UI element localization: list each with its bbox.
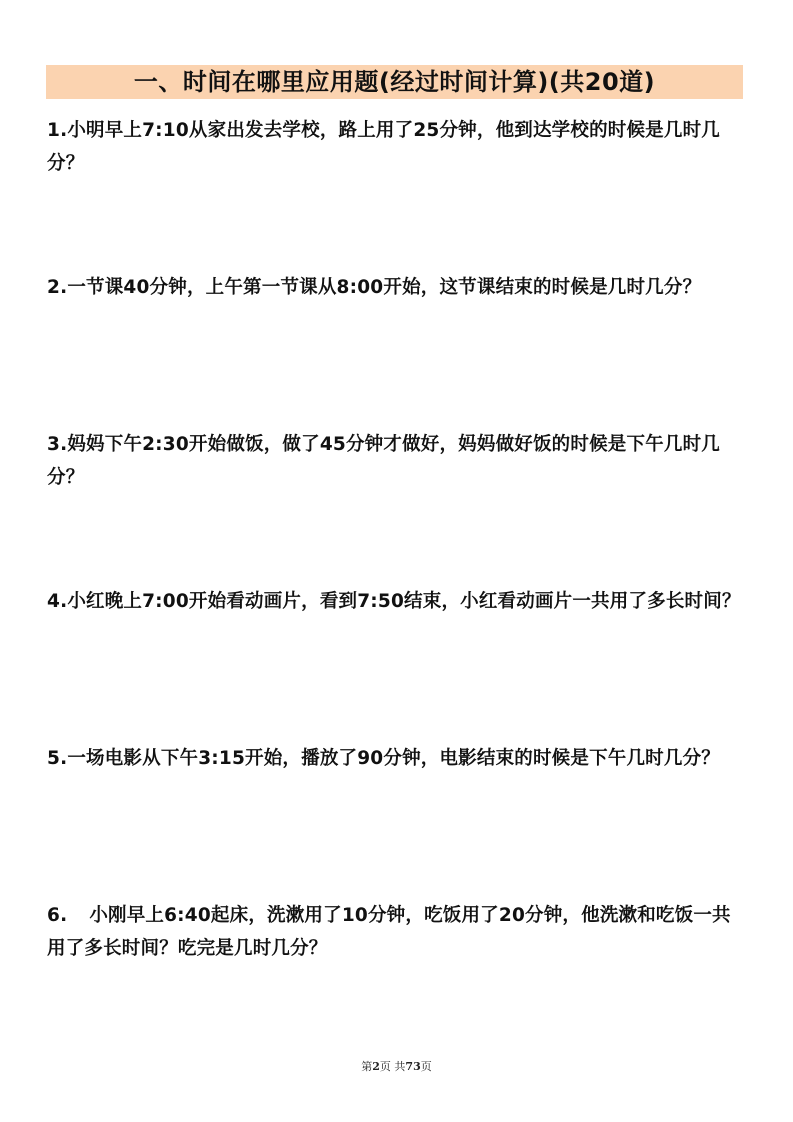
question-item [47,742,747,775]
question-text: 妈妈下午2:30开始做饭，做了45分钟才做好，妈妈做好饭的时候是下午几时几分？ [47,434,720,488]
question-item [47,271,747,304]
section-title: 一、时间在哪里应用题(经过时间计算)(共20道) [133,68,656,96]
page-footer [0,1058,793,1074]
question-item [47,428,747,494]
footer-total-pages: 73 [405,1060,421,1073]
question-text: 小刚早上6:40起床，洗漱用了10分钟，吃饭用了20分钟，他洗漱和吃饭一共用了多长时间？吃完是几时几分？ [47,905,731,959]
question-text: 一节课40分钟，上午第一节课从8:00开始，这节课结束的时候是几时几分？ [67,277,702,298]
question-text: 小明早上7:10从家出发去学校，路上用了25分钟，他到达学校的时候是几时几分？ [47,120,720,174]
question-item [47,899,747,965]
footer-suffix: 页 [420,1060,432,1073]
question-number: 2. [47,277,68,298]
question-number: 4. [47,591,68,612]
question-text: 小红晚上7:00开始看动画片，看到7:50结束，小红看动画片一共用了多长时间？ [67,591,741,612]
question-item [47,585,747,618]
question-text: 一场电影从下午3:15开始，播放了90分钟，电影结束的时候是下午几时几分？ [67,748,720,769]
question-number: 3. [47,434,68,455]
question-number: 1. [47,120,68,141]
question-number: 6. [47,905,68,926]
footer-prefix: 第 [361,1060,373,1073]
question-item [47,114,747,180]
footer-middle: 页 共 [379,1060,406,1073]
question-number: 5. [47,748,68,769]
section-header [46,65,743,99]
footer-current-page: 2 [372,1060,380,1073]
